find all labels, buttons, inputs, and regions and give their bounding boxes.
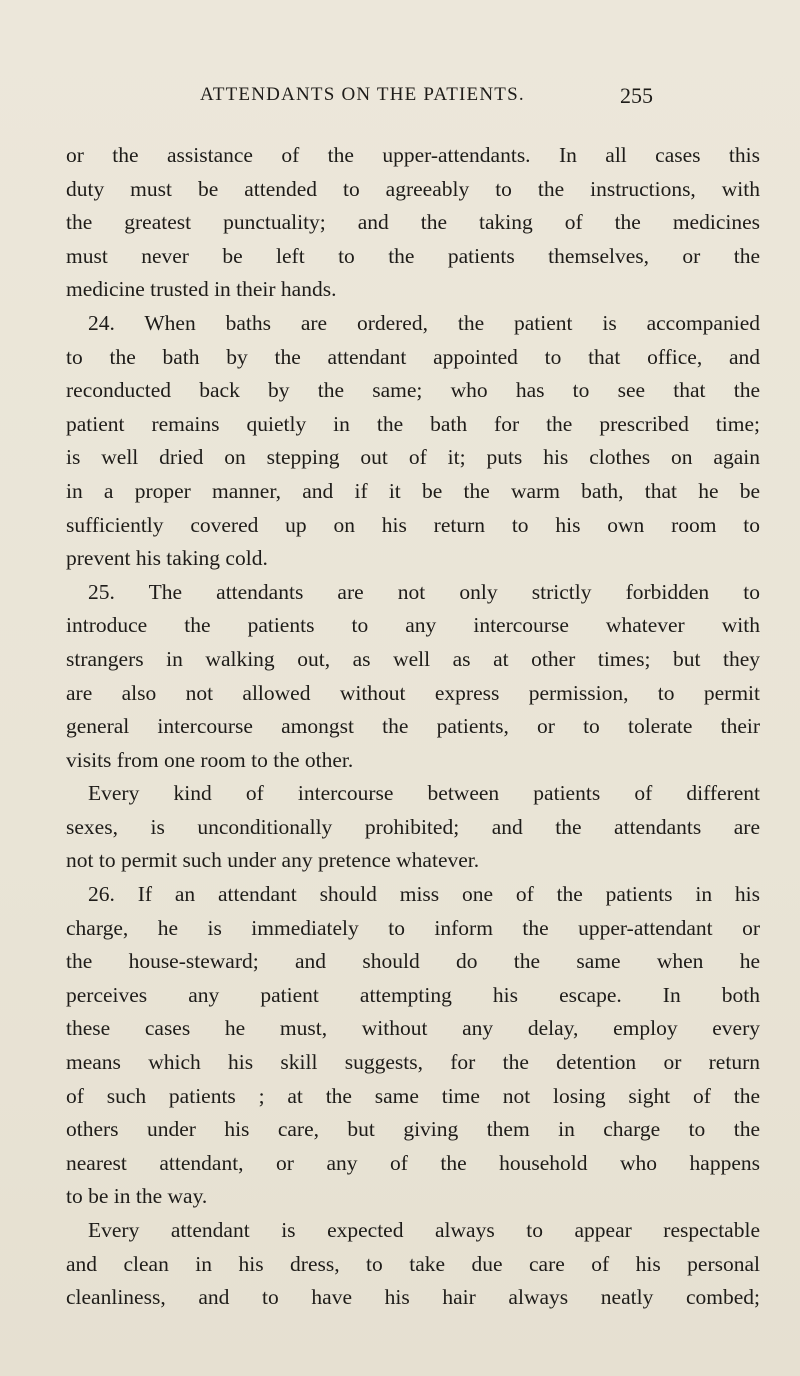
text-line: in a proper manner, and if it be the warm bath, that he be	[66, 478, 760, 503]
text-line: means which his skill suggests, for the detention or return	[66, 1050, 760, 1075]
text-line: or the assistance of the upper-attendants. In all cases this	[66, 143, 760, 167]
running-header	[0, 84, 800, 114]
text-line: and clean in his dress, to take due care of his personal	[66, 1251, 760, 1276]
body-text	[66, 139, 760, 1315]
text-line: sufficiently covered up on his return to his own room to	[66, 512, 760, 537]
text-line: Every kind of intercourse between patients of different	[88, 781, 760, 806]
page-number: 255	[620, 83, 653, 108]
text-line: others under his care, but giving them in charge to the	[66, 1117, 760, 1142]
text-line: 25. The attendants are not only strictly forbidden to	[88, 579, 760, 604]
text-line: introduce the patients to any intercourse whatever with	[66, 613, 760, 638]
text-line: to the bath by the attendant appointed to that office, and	[66, 344, 760, 369]
text-line: patient remains quietly in the bath for the prescribed time;	[66, 411, 760, 436]
running-title: ATTENDANTS ON THE PATIENTS.	[200, 84, 525, 105]
text-line: prevent his taking cold.	[66, 546, 268, 571]
text-line: medicine trusted in their hands.	[66, 277, 337, 302]
text-line: 26. If an attendant should miss one of the patients in his	[88, 882, 760, 907]
text-line: nearest attendant, or any of the household who happens	[66, 1150, 760, 1175]
text-line: the greatest punctuality; and the taking of the medicines	[66, 210, 760, 235]
text-line: the house-steward; and should do the same when he	[66, 949, 760, 974]
text-line: visits from one room to the other.	[66, 747, 354, 772]
text-line: duty must be attended to agreeably to the instructions, with	[66, 176, 760, 201]
text-line: sexes, is unconditionally prohibited; and the attendants are	[66, 814, 760, 839]
text-line: these cases he must, without any delay, employ every	[66, 1016, 760, 1041]
text-line: general intercourse amongst the patients, or to tolerate their	[66, 714, 760, 739]
text-line: not to permit such under any pretence whatever.	[66, 848, 480, 873]
text-line: is well dried on stepping out of it; puts his clothes on again	[66, 445, 760, 470]
text-line: 24. When baths are ordered, the patient is accompanied	[88, 310, 760, 335]
text-line: must never be left to the patients themselves, or the	[66, 243, 760, 268]
text-line: perceives any patient attempting his escape. In both	[66, 982, 760, 1007]
text-line: reconducted back by the same; who has to see that the	[66, 378, 760, 403]
text-line: strangers in walking out, as well as at other times; but they	[66, 646, 760, 671]
text-line: Every attendant is expected always to appear respectable	[88, 1218, 760, 1242]
text-line: to be in the way.	[66, 1184, 208, 1209]
text-line: are also not allowed without express permission, to permit	[66, 680, 760, 705]
text-line: charge, he is immediately to inform the upper-attendant or	[66, 915, 760, 940]
text-line: cleanliness, and to have his hair always neatly combed;	[66, 1285, 760, 1310]
text-line: of such patients ; at the same time not losing sight of the	[66, 1083, 760, 1108]
